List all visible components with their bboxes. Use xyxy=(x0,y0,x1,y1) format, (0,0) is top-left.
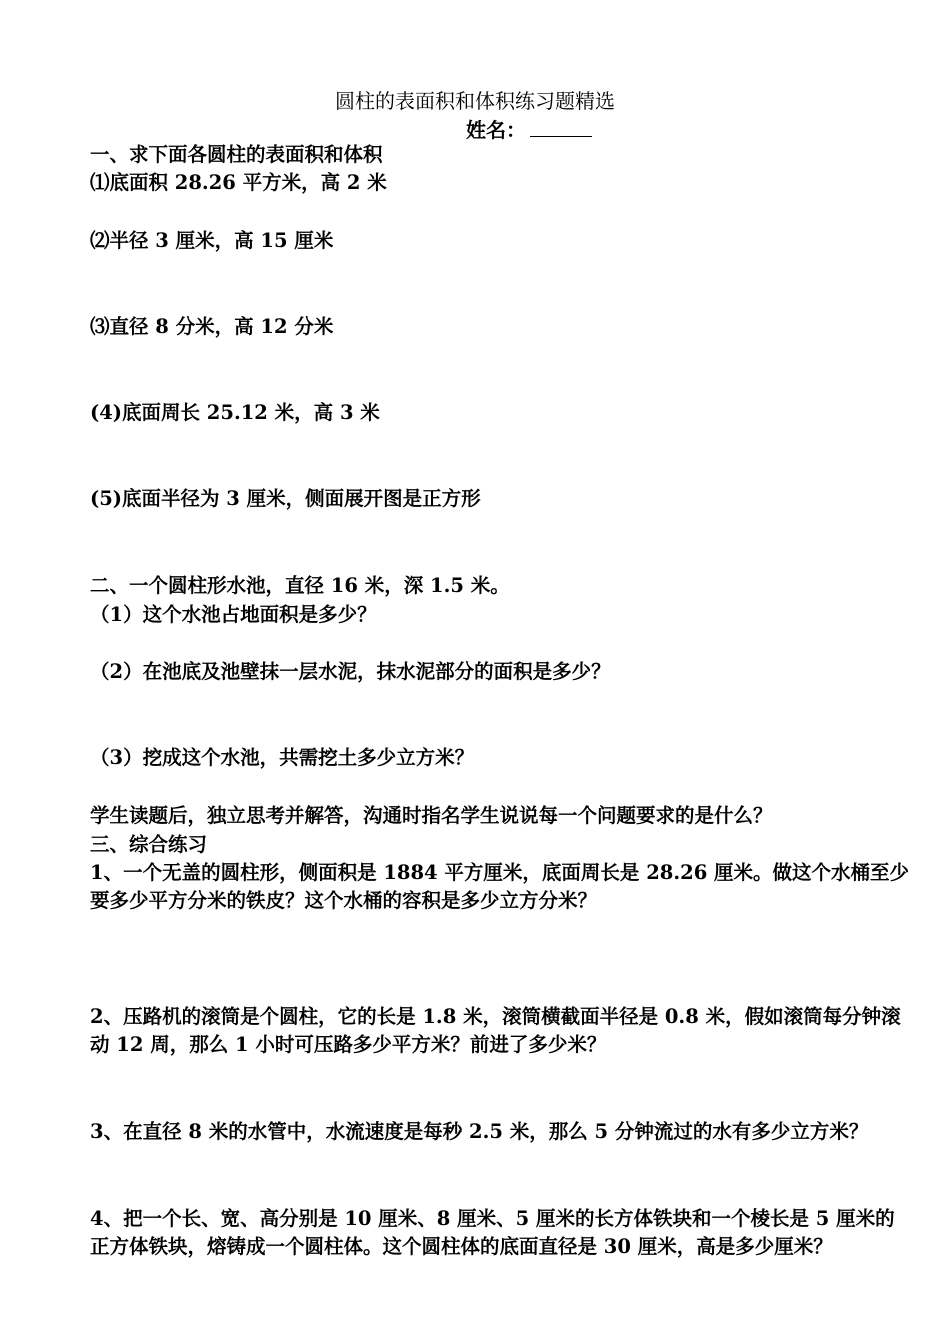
section2-heading: 二、一个圆柱形水池，直径 16 米，深 1.5 米。 xyxy=(90,574,510,597)
section2-note: 学生读题后，独立思考并解答，沟通时指名学生说说每一个问题要求的是什么？ xyxy=(90,804,773,827)
section2-item-1: （1）这个水池占地面积是多少？ xyxy=(90,603,377,626)
name-blank[interactable] xyxy=(530,122,592,137)
section1-item-5: (5)底面半径为 3 厘米，侧面展开图是正方形 xyxy=(90,487,481,510)
section3-problem-1: 1、一个无盖的圆柱形，侧面积是 1884 平方厘米，底面周长是 28.26 厘米。做这个水桶至少要多少平方分米的铁皮？这个水桶的容积是多少立方分米？ xyxy=(90,861,910,912)
section1-item-3: ⑶直径 8 分米，高 12 分米 xyxy=(90,315,334,338)
name-label: 姓名： xyxy=(466,118,526,142)
section1-heading: 一、求下面各圆柱的表面积和体积 xyxy=(90,143,383,166)
section3-heading: 三、综合练习 xyxy=(90,833,208,856)
section2-item-3: （3）挖成这个水池，共需挖土多少立方米？ xyxy=(90,746,475,769)
section2-item-2: （2）在池底及池壁抹一层水泥，抹水泥部分的面积是多少？ xyxy=(90,660,611,683)
section3-problem-3: 3、在直径 8 米的水管中，水流速度是每秒 2.5 米，那么 5 分钟流过的水有多少立方米？ xyxy=(90,1120,869,1143)
document-title: 圆柱的表面积和体积练习题精选 xyxy=(335,89,615,113)
section1-item-2: ⑵半径 3 厘米，高 15 厘米 xyxy=(90,229,334,252)
section3-problem-2: 2、压路机的滚筒是个圆柱，它的长是 1.8 米，滚筒横截面半径是 0.8 米，假如滚筒每分钟滚动 12 周，那么 1 小时可压路多少平方米？前进了多少米？ xyxy=(90,1005,901,1056)
section1-item-1: ⑴底面积 28.26 平方米，高 2 米 xyxy=(90,171,387,194)
name-field-row xyxy=(466,114,592,143)
section1-item-4: (4)底面周长 25.12 米，高 3 米 xyxy=(90,401,380,424)
section3-problem-4: 4、把一个长、宽、高分别是 10 厘米、8 厘米、5 厘米的长方体铁块和一个棱长是 5 厘米的正方体铁块，熔铸成一个圆柱体。这个圆柱体的底面直径是 30 厘米，高是多少厘米？ xyxy=(90,1207,895,1258)
